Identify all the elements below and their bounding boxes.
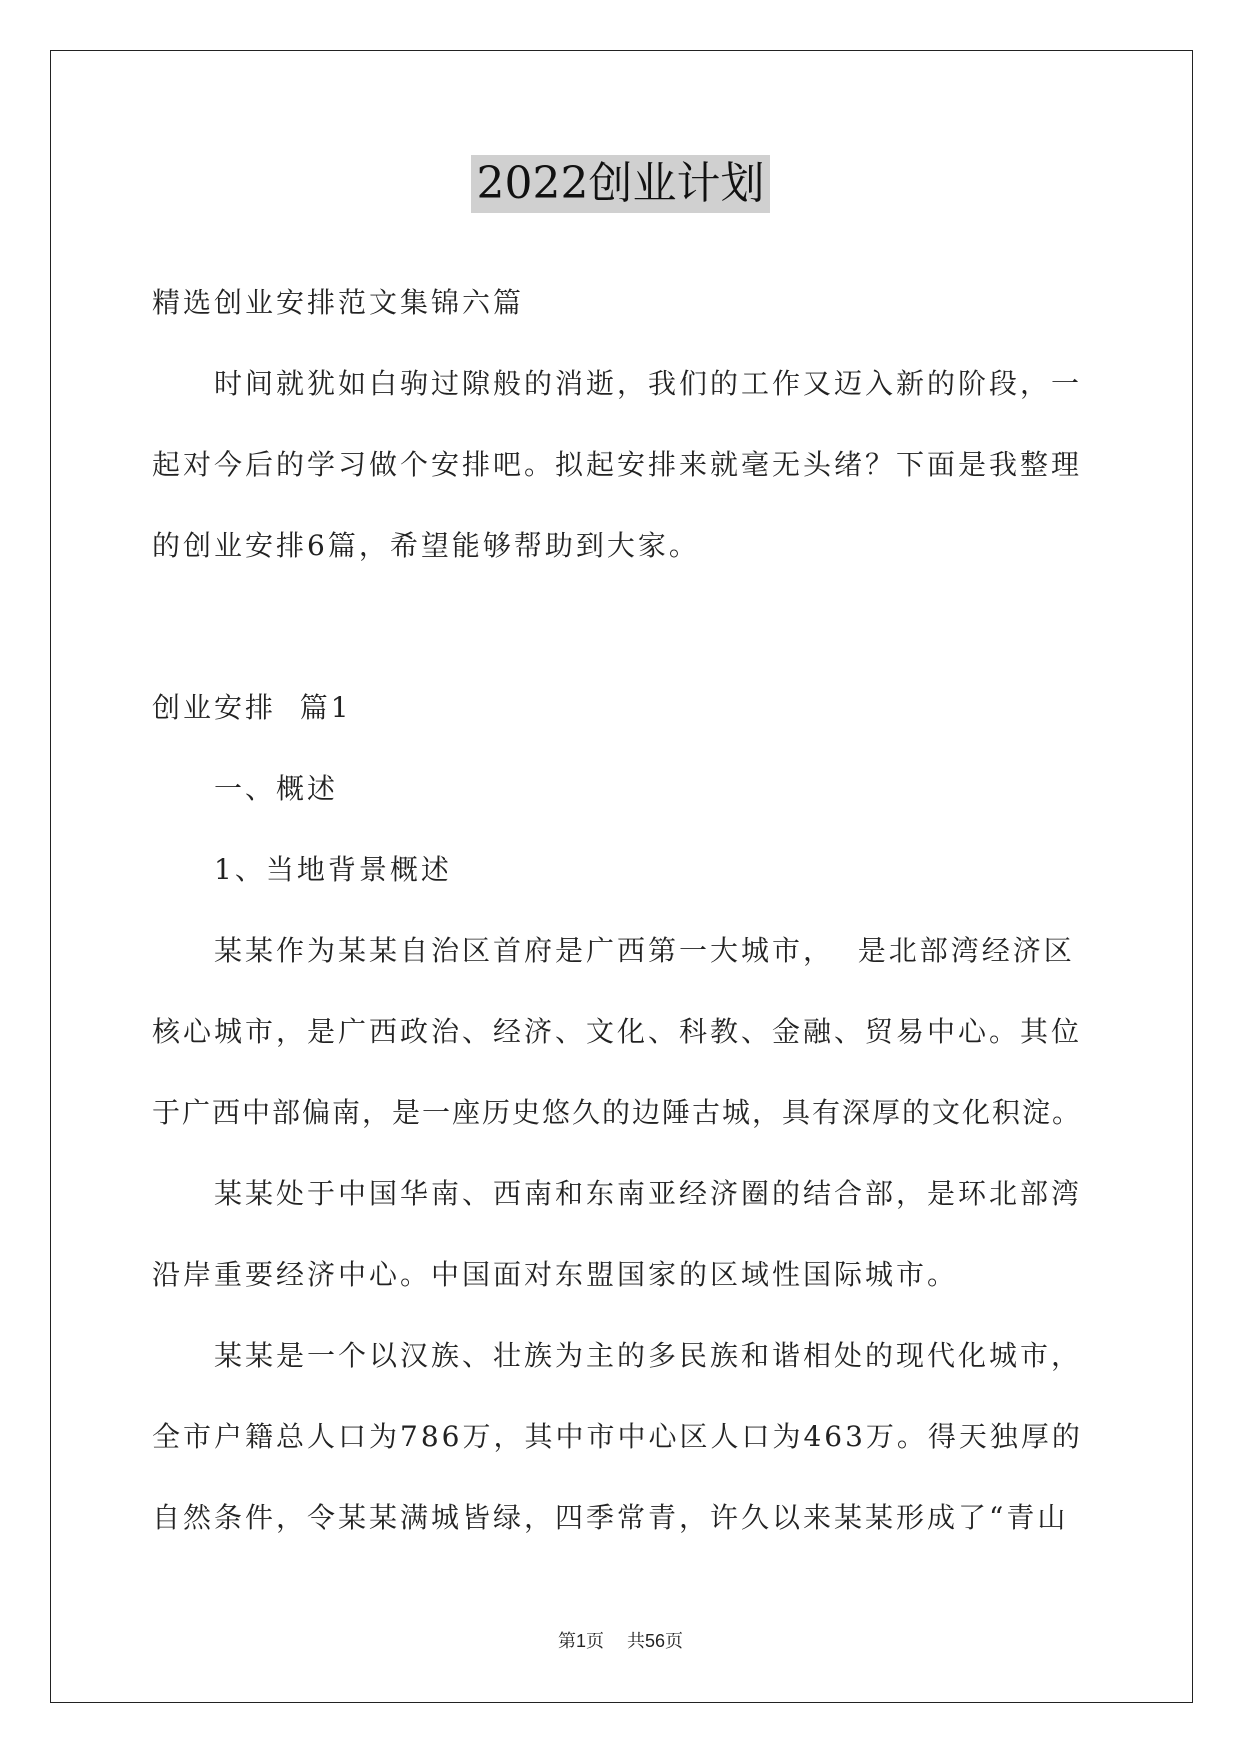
- intro-line: 的创业安排6篇，希望能够帮助到大家。: [152, 529, 700, 562]
- document-body: [152, 262, 1092, 1558]
- paragraph-line: 某某作为某某自治区首府是广西第一大城市， 是北部湾经济区: [214, 934, 1075, 967]
- outline-subheading: 1、当地背景概述: [214, 853, 452, 886]
- intro-line: 起对今后的学习做个安排吧。拟起安排来就毫无头绪？下面是我整理: [152, 448, 1083, 481]
- page-number: 1: [576, 1631, 587, 1651]
- page-prefix: 第: [558, 1631, 577, 1652]
- paragraph-line: 于广西中部偏南，是一座历史悠久的边陲古城，具有深厚的文化积淀。: [152, 1096, 1083, 1129]
- outline-heading: 一、概述: [214, 772, 339, 805]
- document-title: 2022创业计划: [471, 155, 771, 213]
- intro-line: 时间就犹如白驹过隙般的消逝，我们的工作又迈入新的阶段，一: [214, 367, 1083, 400]
- total-prefix: 共: [626, 1631, 645, 1652]
- total-suffix: 页: [664, 1631, 683, 1652]
- total-pages: 56: [644, 1631, 665, 1651]
- paragraph-line: 某某处于中国华南、西南和东南亚经济圈的结合部，是环北部湾: [214, 1177, 1083, 1210]
- paragraph-line: 某某是一个以汉族、壮族为主的多民族和谐相处的现代化城市，: [214, 1339, 1083, 1372]
- paragraph-line: 沿岸重要经济中心。中国面对东盟国家的区域性国际城市。: [152, 1258, 959, 1291]
- page-suffix: 页: [586, 1631, 605, 1652]
- section-heading: 创业安排 篇1: [152, 691, 352, 724]
- paragraph-line: 自然条件，令某某满城皆绿，四季常青，许久以来某某形成了“青山: [152, 1501, 1069, 1534]
- page-footer: [0, 1627, 1241, 1653]
- subtitle: 精选创业安排范文集锦六篇: [152, 286, 525, 319]
- title-wrap: [0, 155, 1241, 213]
- spacer: [152, 586, 1092, 667]
- paragraph-line: 全市户籍总人口为786万，其中市中心区人口为463万。得天独厚的: [152, 1420, 1083, 1453]
- paragraph-line: 核心城市，是广西政治、经济、文化、科教、金融、贸易中心。其位: [152, 1015, 1083, 1048]
